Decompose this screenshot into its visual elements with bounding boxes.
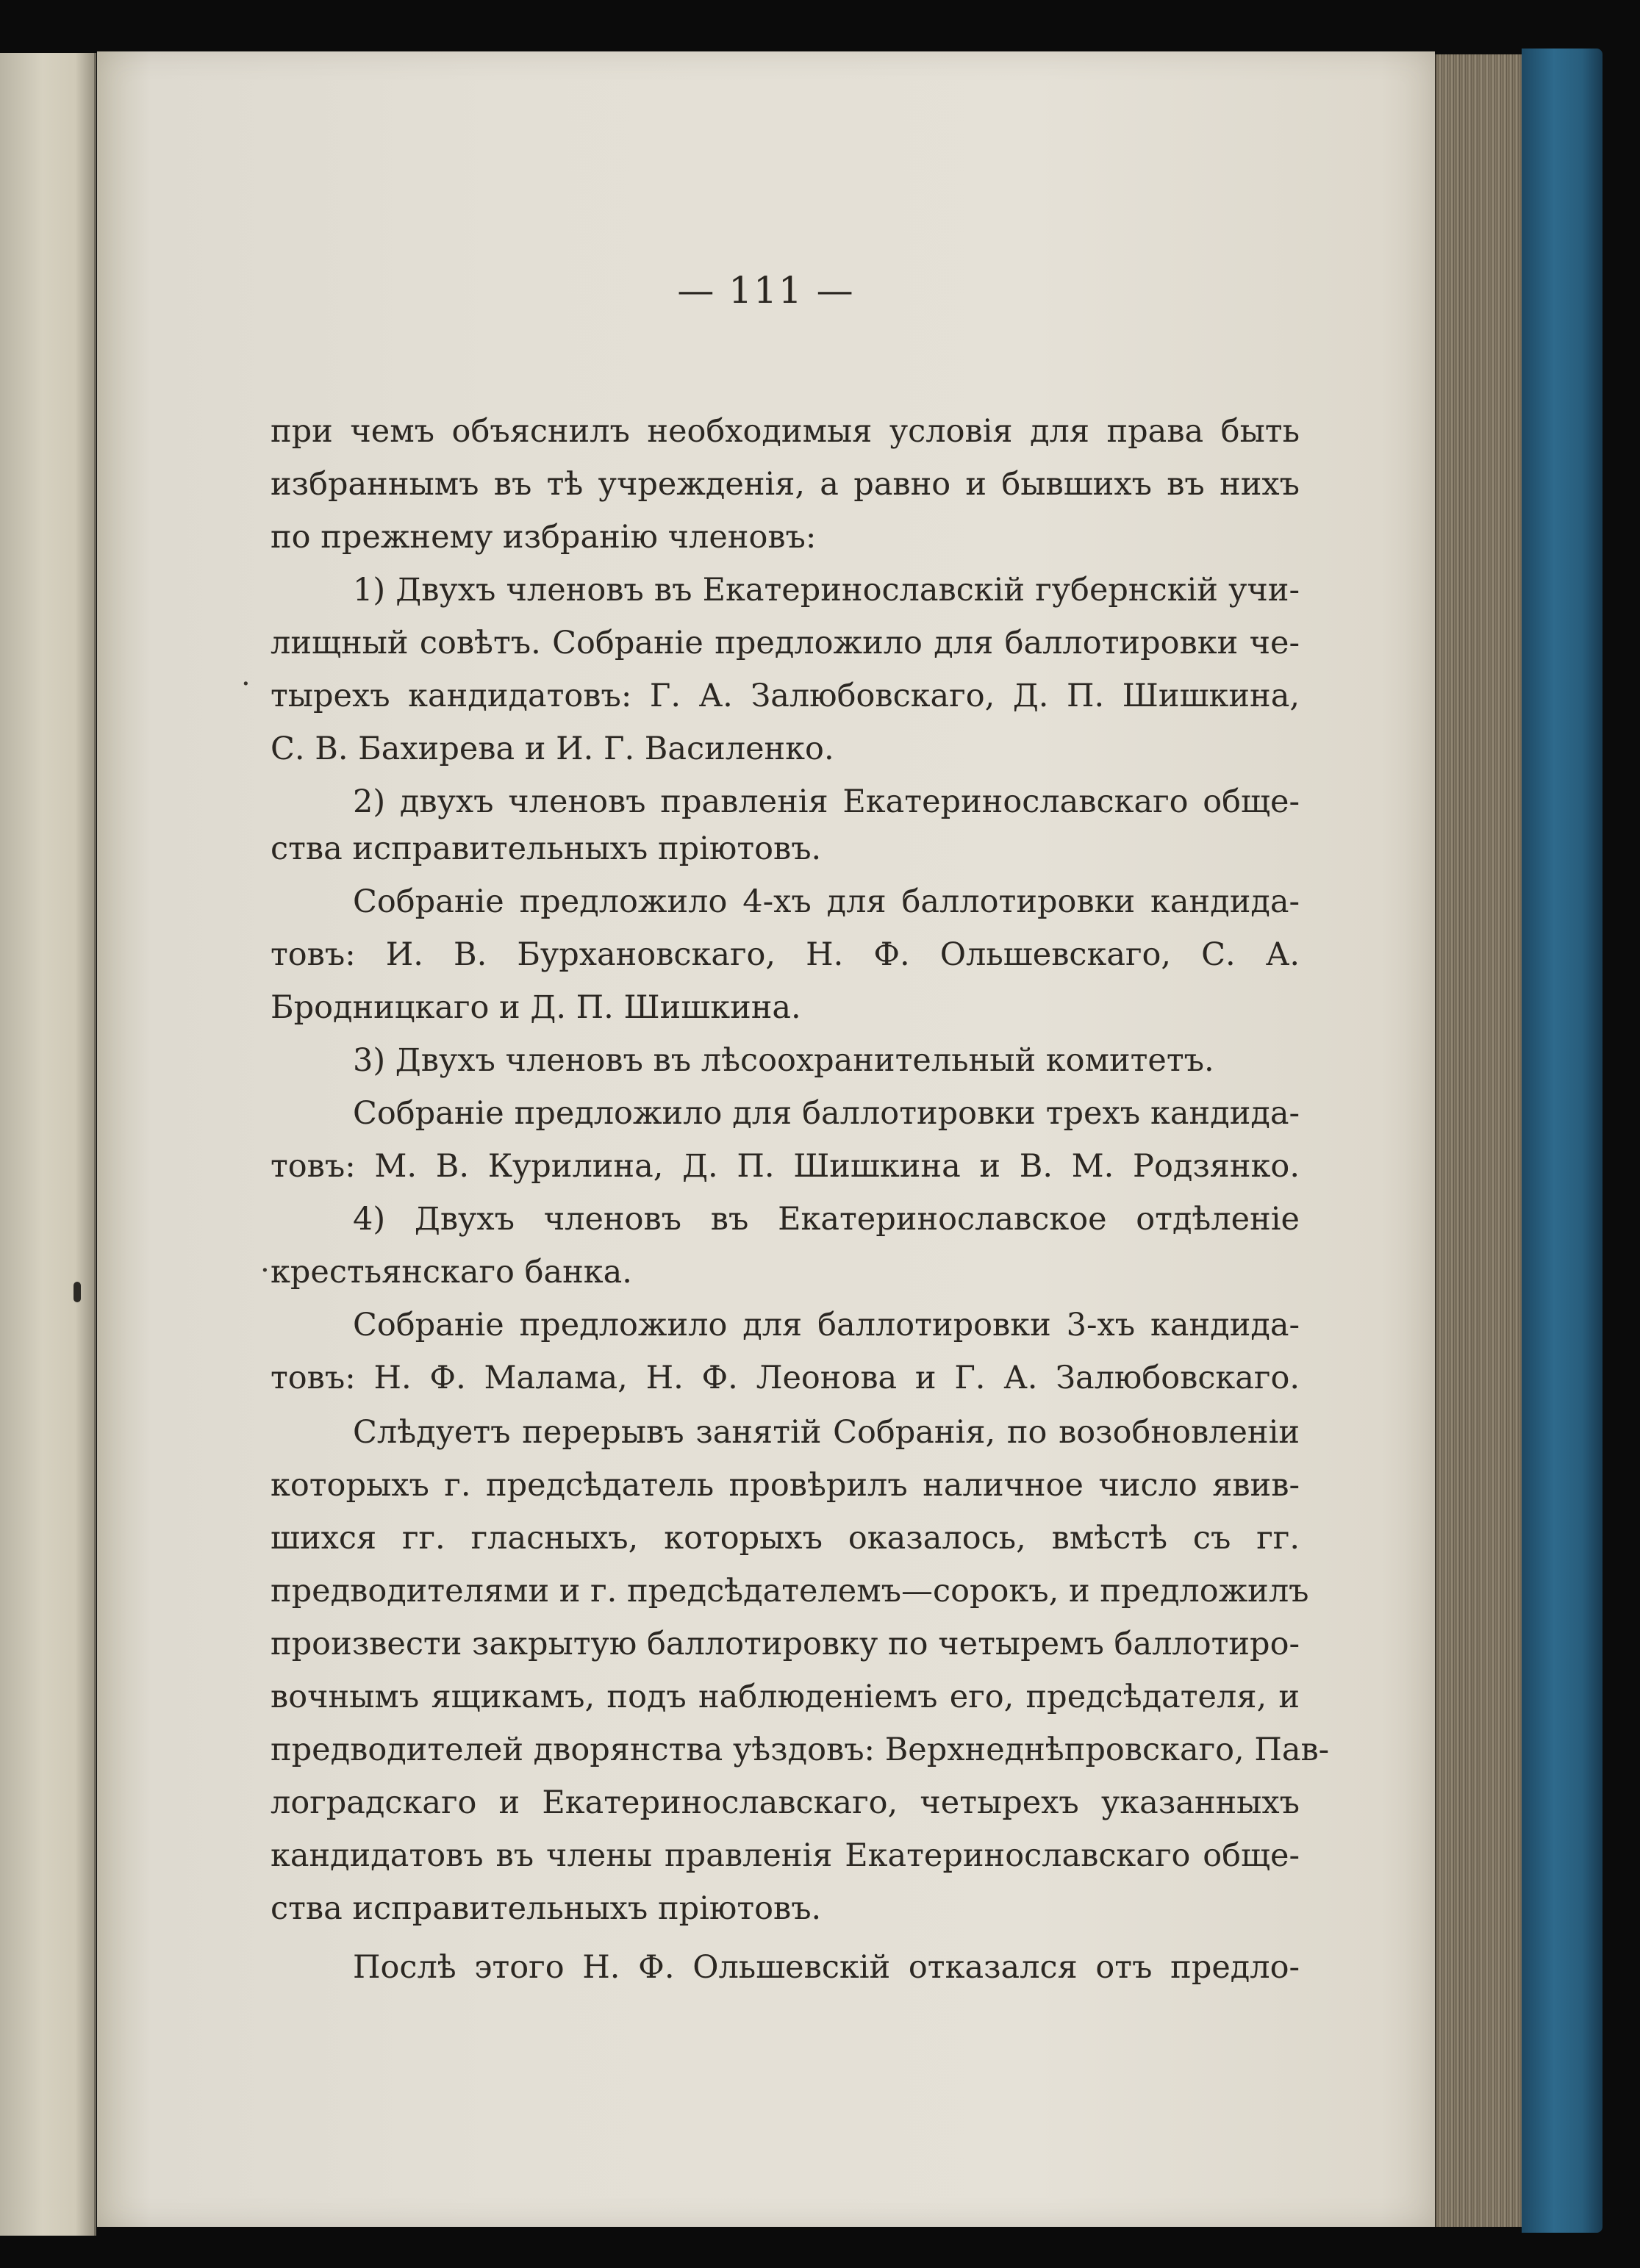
text-line: тырехъ кандидатовъ: Г. А. Залюбовскаго, Д. П. Шишкина, — [271, 678, 1300, 714]
text-line: вочнымъ ящикамъ, подъ наблюденіемъ его, предсѣдателя, и — [271, 1679, 1300, 1715]
text-line: шихся гг. гласныхъ, которыхъ оказалось, вмѣстѣ съ гг. — [271, 1520, 1300, 1557]
text-line: 2) двухъ членовъ правленія Екатеринославскаго обще- — [353, 783, 1300, 820]
text-line: кандидатовъ въ члены правленія Екатеринославскаго обще- — [271, 1837, 1300, 1874]
text-line: предводителей дворянства уѣздовъ: Верхнеднѣпровскаго, Пав- — [271, 1731, 1330, 1768]
text-line: товъ: М. В. Курилина, Д. П. Шишкина и В. М. Родзянко. — [271, 1148, 1300, 1185]
book-cover — [1522, 49, 1603, 2233]
page-blemish — [74, 1282, 81, 1302]
text-line: С. В. Бахирева и И. Г. Василенко. — [271, 731, 834, 767]
text-line: 1) Двухъ членовъ въ Екатеринославскій губернскій учи- — [353, 572, 1300, 609]
text-line: предводителями и г. предсѣдателемъ—сорокъ, и предложилъ — [271, 1573, 1309, 1610]
text-line: по прежнему избранію членовъ: — [271, 519, 817, 556]
text-line: Слѣдуетъ перерывъ занятій Собранія, по возобновленіи — [353, 1414, 1300, 1451]
text-line: крестьянскаго банка. — [271, 1254, 632, 1291]
text-line: которыхъ г. предсѣдатель провѣрилъ наличное число явив- — [271, 1467, 1300, 1504]
text-line: избраннымъ въ тѣ учрежденія, а равно и бывшихъ въ нихъ — [271, 466, 1300, 503]
text-line: товъ: И. В. Бурхановскаго, Н. Ф. Ольшевскаго, С. А. — [271, 936, 1300, 973]
text-line: Бродницкаго и Д. П. Шишкина. — [271, 989, 801, 1026]
left-page-edge — [0, 53, 96, 2236]
book-page — [97, 51, 1435, 2227]
page-number: — 111 — — [677, 269, 855, 312]
text-line: товъ: Н. Ф. Малама, Н. Ф. Леонова и Г. А. Залюбовскаго. — [271, 1360, 1300, 1396]
text-line: лоградскаго и Екатеринославскаго, четырехъ указанныхъ — [271, 1784, 1300, 1821]
text-line: лищный совѣтъ. Собраніе предложило для баллотировки че- — [271, 625, 1300, 661]
page-stack-edge — [1435, 54, 1523, 2227]
text-line: ства исправительныхъ пріютовъ. — [271, 1890, 822, 1927]
text-line: при чемъ объяснилъ необходимыя условія для права быть — [271, 413, 1300, 450]
text-line: 3) Двухъ членовъ въ лѣсоохранительный комитетъ. — [353, 1042, 1214, 1079]
margin-mark: · — [241, 667, 251, 701]
text-line: Собраніе предложило для баллотировки трехъ кандида- — [353, 1095, 1300, 1132]
text-line: ства исправительныхъ пріютовъ. — [271, 830, 822, 867]
margin-mark: . — [260, 1245, 270, 1279]
text-line: Собраніе предложило 4-хъ для баллотировки кандида- — [353, 883, 1300, 920]
text-line: Собраніе предложило для баллотировки 3-хъ кандида- — [353, 1307, 1300, 1343]
text-line: 4) Двухъ членовъ въ Екатеринославское отдѣленіе — [353, 1201, 1300, 1238]
text-line: Послѣ этого Н. Ф. Ольшевскій отказался отъ предло- — [353, 1949, 1300, 1986]
text-line: произвести закрытую баллотировку по четыремъ баллотиро- — [271, 1626, 1300, 1662]
